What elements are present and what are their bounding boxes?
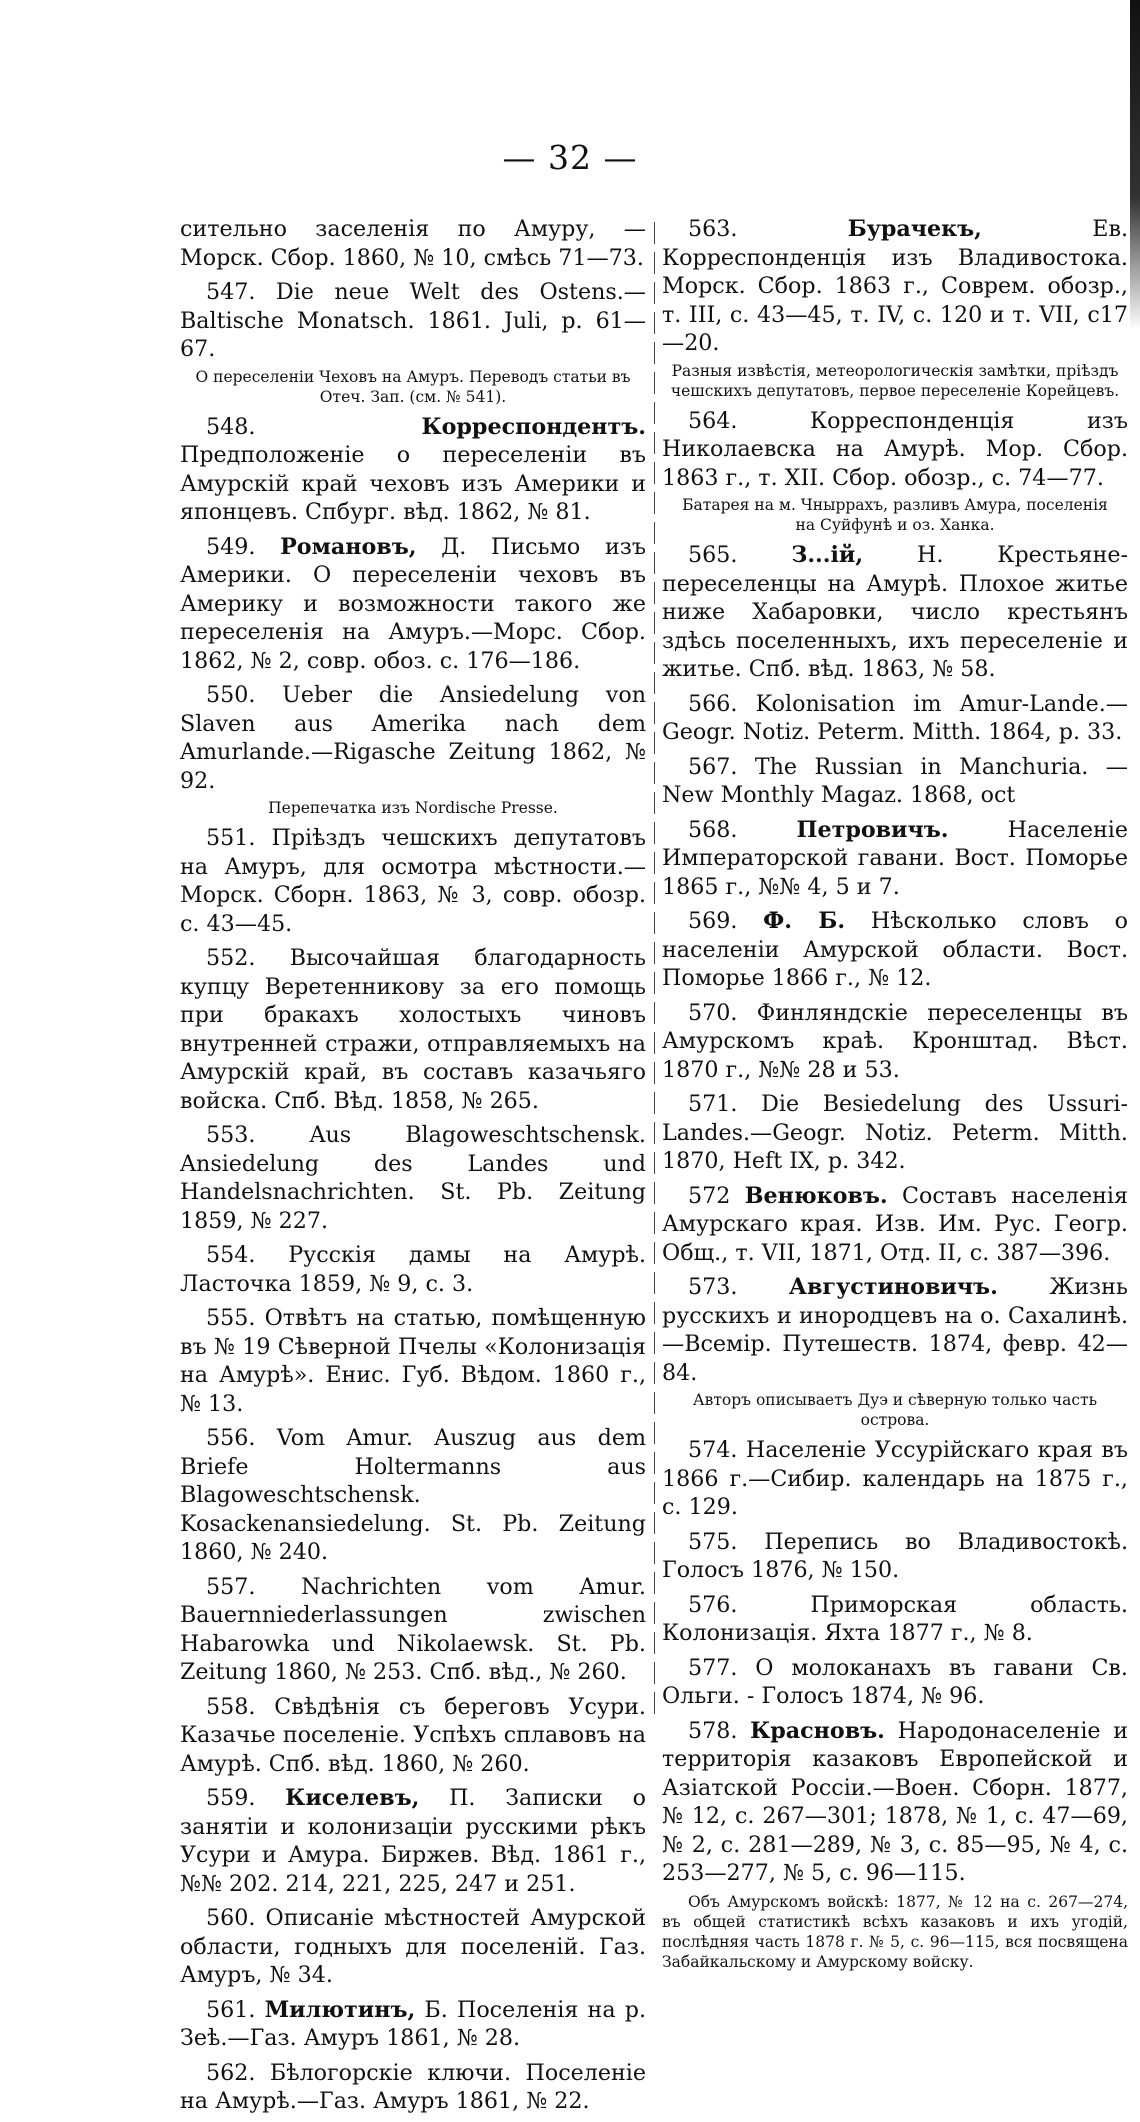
entry-number: 550.: [206, 682, 256, 708]
entry-text: Свѣдѣнія съ береговъ Усури. Казачье поселеніе. Успѣхъ сплавовъ на Амурѣ. Спб. вѣд. 1860, № 260.: [180, 1693, 646, 1777]
bibliography-entry: [180, 2059, 646, 2116]
entry-text: П. Записки о занятіи и колонизаціи русскими рѣкъ Усури и Амура. Биржев. Вѣд. 1861 г., №№ 202. 214, 221, 225, 247 и 251.: [180, 1785, 646, 1897]
entry-text: Нѣсколько словъ о населеніи Амурской области. Вост. Поморье 1866 г., № 12.: [662, 908, 1128, 991]
entry-note: Перепечатка изъ Nordische Presse.: [268, 799, 558, 817]
bibliography-entry: [180, 1241, 646, 1298]
entry-text: Отвѣтъ на статью, помѣщенную въ № 19 Сѣверной Пчелы «Колонизація на Амурѣ». Енис. Губ. Вѣдом. 1860 г., № 13.: [180, 1305, 646, 1417]
bibliography-entry: [662, 1436, 1128, 1522]
entry-number: 549.: [206, 533, 256, 560]
entry-author: Бурачекъ,: [847, 216, 982, 242]
entry-author: Ф. Б.: [763, 908, 846, 934]
page-number: — 32 —: [502, 138, 638, 177]
entry-text: Русскія дамы на Амурѣ. Ласточка 1859, № 9, с. 3.: [180, 1242, 646, 1297]
entry-note: Разныя извѣстія, метеорологическія замѣтки, пріѣздъ чешскихъ депутатовъ, первое переселеніе Корейцевъ.: [670, 361, 1120, 400]
entry-number: 560.: [206, 1905, 256, 1931]
entry-text: Die Besiedelung des Ussuri-Landes.—Geogr. Notiz. Peterm. Mitth. 1870, Heft IX, p. 342.: [662, 1091, 1128, 1174]
entry-text: Высочайшая благодарность купцу Веретенникову за его помощь при бракахъ холостыхъ чиновъ внутренней стражи, отправляемыхъ на Амурскій край, въ составъ казачьяго войска. Спб. Вѣд. 1858, № 265.: [180, 945, 646, 1114]
entry-text: Корреспонденція изъ Николаевска на Амурѣ. Мор. Сбор. 1863 г., т. XII. Сбор. обозр., с. 74—77.: [662, 407, 1128, 491]
bibliography-entry: [180, 278, 646, 364]
bibliography-entry: [662, 753, 1128, 810]
entry-note: Объ Амурскомъ войскѣ: 1877, № 12 на с. 267—274, въ общей статистикѣ всѣхъ казаковъ и ихъ угодій, послѣдняя часть 1878 г. № 5, с. 96—115, вся посвящена Забайкальскому и Амурскому войску.: [662, 1892, 1128, 1971]
bibliography-entry: [662, 1528, 1128, 1585]
entry-text: Населеніе Императорской гавани. Вост. Поморье 1865 г., №№ 4, 5 и 7.: [662, 816, 1128, 900]
entry-number: 556.: [206, 1425, 256, 1451]
column-divider: [654, 222, 655, 1722]
entry-number: 576.: [688, 1591, 738, 1618]
bibliography-entry: [662, 999, 1128, 1085]
entry-number: 575.: [688, 1528, 738, 1555]
entry-number: 572: [688, 1182, 731, 1209]
entry-number: 552.: [206, 945, 256, 971]
entry-number: 568.: [688, 816, 738, 843]
bibliography-entry: [180, 824, 646, 938]
entry-text: Б. Поселенія на р. Зеѣ.—Газ. Амуръ 1861, № 28.: [180, 1996, 646, 2051]
bibliography-entry: [662, 1717, 1128, 1888]
entry-text: Vom Amur. Auszug aus dem Briefe Holtermanns aus Blagoweschtschensk. Kosackenansiedelung. St. Pb. Zeitung 1860, № 240.: [180, 1425, 646, 1565]
entry-number: 569.: [688, 908, 738, 934]
entry-text: Жизнь русскихъ и инородцевъ на о. Сахалинѣ.—Всеміp. Путешеств. 1874, февр. 42—84.: [662, 1274, 1128, 1386]
bibliography-entry: [662, 407, 1128, 493]
bibliography-entry: [662, 1654, 1128, 1711]
entry-text: Nachrichten vom Amur. Bauernniederlassungen zwischen Habarowka und Nikolaewsk. St. Pb. Zeitung 1860, № 253. Спб. вѣд., № 260.: [180, 1573, 646, 1685]
entry-number: 559.: [206, 1785, 256, 1811]
bibliography-entry: [180, 1424, 646, 1567]
entry-text: Д. Письмо изъ Америки. О переселеніи чеховъ въ Америку и возможности такого же переселенія на Амуръ.—Морс. Сбор. 1862, № 2, совр. обоз. с. 176—186.: [180, 533, 646, 674]
entry-number: 562.: [206, 2059, 256, 2086]
entry-text: Ев. Корреспонденція изъ Владивостока. Морск. Сбор. 1863 г., Соврем. обозр., т. III, с. 43—45, т. IV, с. 120 и т. VII, с17—20.: [662, 216, 1128, 356]
entry-text: Ueber die Ansiedelung von Slaven aus Amerika nach dem Amurlande.—Rigasche Zeitung 1862, № 92.: [180, 682, 646, 794]
bibliography-entry: [180, 681, 646, 795]
entry-text: Населеніе Уссурійскаго края въ 1866 г.—Сибир. календарь на 1875 г., с. 129.: [662, 1437, 1128, 1520]
entry-text: Предположеніе о переселеніи въ Амурскій край чеховъ изъ Америки и японцевъ. Спбург. вѣд. 1862, № 81.: [180, 442, 646, 525]
entry-number: 548.: [206, 413, 256, 440]
entry-number: 547.: [206, 279, 256, 305]
entry-number: 555.: [206, 1305, 256, 1331]
entry-number: 578.: [688, 1717, 738, 1744]
entry-text: Народонаселеніе и территорія казаковъ Европейской и Азіатской Россіи.—Воен. Сборн. 1877, № 12, с. 267—301; 1878, № 1, с. 47—69, № 2, с. 281—289, № 3, с. 85—95, № 4, с. 253—277, № 5, с. 96—115.: [662, 1717, 1129, 1886]
bibliography-entry: [180, 1904, 646, 1990]
bibliography-entry: [180, 533, 646, 676]
entry-author: Венюковъ.: [744, 1182, 888, 1209]
entry-author: Милютинъ,: [264, 1996, 416, 2023]
entry-author: Августиновичъ.: [788, 1274, 998, 1300]
entry-author: Красновъ.: [750, 1717, 885, 1744]
bibliography-entry: [180, 944, 646, 1115]
right-column: [662, 215, 1128, 1978]
entry-author: З...ій,: [791, 542, 864, 568]
scan-edge-mark: [1130, 0, 1140, 330]
bibliography-entry: [180, 1573, 646, 1687]
entry-number: 577.: [688, 1654, 738, 1681]
entry-number: 553.: [206, 1122, 256, 1148]
entry-number: 561.: [206, 1996, 256, 2023]
entry-number: 558.: [206, 1693, 256, 1720]
entry-author: Петровичъ.: [796, 816, 949, 843]
entry-number: 554.: [206, 1242, 256, 1268]
entry-number: 551.: [206, 825, 256, 851]
entry-text: Приморская область. Колонизація. Яхта 1877 г., № 8.: [662, 1591, 1128, 1646]
bibliography-entry: [180, 1304, 646, 1418]
entry-number: 574.: [688, 1437, 738, 1463]
bibliography-entry: [662, 1182, 1128, 1268]
bibliography-entry: [662, 907, 1128, 993]
entry-number: 573.: [688, 1274, 738, 1300]
entry-text: Aus Blagoweschtschensk. Ansiedelung des Landes und Handelsnachrichten. St. Pb. Zeitung 1859, № 227.: [180, 1122, 646, 1234]
bibliography-entry: [662, 541, 1128, 684]
entry-note: О переселеніи Чеховъ на Амуръ. Переводъ статьи въ Отеч. Зап. (см. № 541).: [195, 367, 631, 406]
bibliography-entry: [662, 215, 1128, 358]
entry-text: Бѣлогорскіе ключи. Поселеніе на Амурѣ.—Газ. Амуръ 1861, № 22.: [180, 2059, 646, 2114]
entry-text: Kolonisation im Amur-Lande.—Geogr. Notiz. Peterm. Mitth. 1864, p. 33.: [662, 690, 1128, 745]
bibliography-entry: [662, 816, 1128, 902]
entry-text: Составъ населенія Амурскаго края. Изв. Им. Рус. Геогр. Общ., т. VII, 1871, Отд. II, с. 387—396.: [662, 1182, 1129, 1266]
entry-number: 565.: [688, 542, 738, 568]
entry-author: Корреспондентъ.: [421, 413, 646, 440]
entry-note: Авторъ описываетъ Дуэ и сѣверную только часть острова.: [692, 1391, 1098, 1429]
entry-author: Киселевъ,: [285, 1785, 420, 1811]
entry-number: 571.: [688, 1091, 738, 1117]
bibliography-entry: [180, 1996, 646, 2053]
entry-text: Перепись во Владивостокѣ. Голосъ 1876, № 150.: [662, 1528, 1128, 1583]
entry-text: сительно заселенія по Амуру, — Морск. Сбор. 1860, № 10, смѣсь 71—73.: [180, 216, 646, 271]
bibliography-entry: [662, 1273, 1128, 1387]
entry-text: The Russian in Manchuria. — New Monthly Magaz. 1868, oct: [662, 753, 1128, 808]
bibliography-entry: [180, 413, 646, 527]
entry-number: 570.: [688, 999, 738, 1026]
bibliography-entry: [662, 1090, 1128, 1176]
entry-text: О молоканахъ въ гавани Св. Ольги. - Голосъ 1874, № 96.: [662, 1654, 1128, 1709]
bibliography-entry: [180, 1693, 646, 1779]
entry-number: 563.: [688, 216, 738, 242]
bibliography-entry: [662, 690, 1128, 747]
entry-note: Батарея на м. Чныррахъ, разливъ Амура, поселенія на Суйфунѣ и оз. Ханка.: [682, 496, 1108, 534]
left-column: [180, 215, 646, 2122]
entry-text: Финляндскіе переселенцы въ Амурскомъ краѣ. Кронштад. Вѣст. 1870 г., №№ 28 и 53.: [662, 999, 1128, 1083]
entry-author: Романовъ,: [280, 533, 417, 560]
bibliography-entry: [180, 1784, 646, 1898]
bibliography-entry: [180, 1121, 646, 1235]
entry-text: Описаніе мѣстностей Амурской области, годныхъ для поселеній. Газ. Амуръ, № 34.: [180, 1905, 647, 1988]
entry-number: 567.: [688, 753, 738, 780]
entry-number: 566.: [688, 690, 738, 717]
entry-text: Die neue Welt des Ostens.—Baltische Monatsch. 1861. Juli, p. 61—67.: [180, 279, 646, 362]
entry-number: 557.: [206, 1573, 256, 1600]
entry-text: Пріѣздъ чешскихъ депутатовъ на Амуръ, для осмотра мѣстности.—Морск. Сборн. 1863, № 3, совр. обозр. с. 43—45.: [180, 825, 646, 937]
entry-number: 564.: [688, 407, 738, 434]
bibliography-entry: [180, 215, 646, 272]
entry-text: Н. Крестьяне-переселенцы на Амурѣ. Плохое житье ниже Хабаровки, число крестьянъ здѣсь поселенныхъ, ихъ переселеніе и житье. Спб. вѣд. 1863, № 58.: [662, 542, 1129, 682]
bibliography-entry: [662, 1591, 1128, 1648]
